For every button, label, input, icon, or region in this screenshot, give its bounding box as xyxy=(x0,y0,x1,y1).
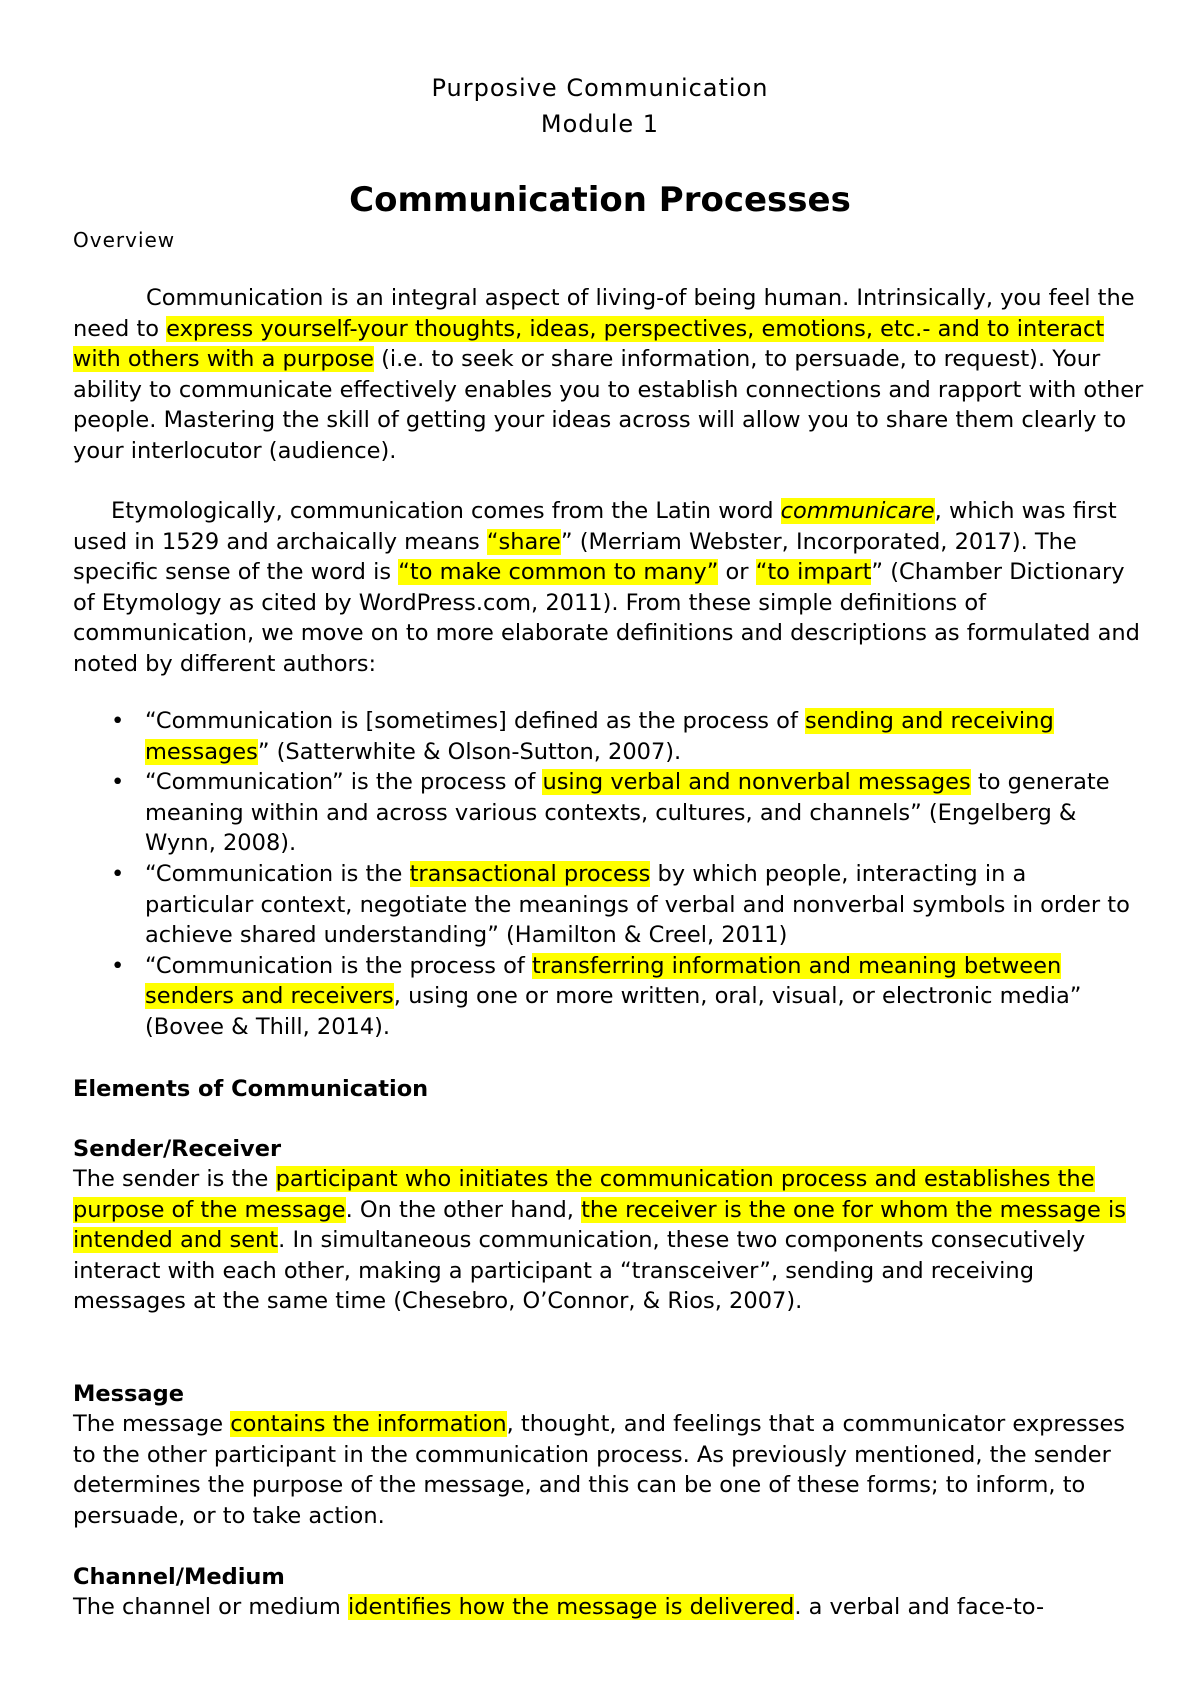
highlight: transferring information and meaning between senders and receivers xyxy=(145,952,1062,1010)
definitions-list xyxy=(73,706,1133,1043)
sender-receiver-paragraph xyxy=(73,1164,1153,1317)
text-run: . On the other hand, xyxy=(345,1196,582,1223)
module-label: Module 1 xyxy=(540,110,660,138)
list-item xyxy=(73,706,1133,767)
highlight: identifies how the message is delivered xyxy=(347,1594,795,1620)
page-title: Communication Processes xyxy=(349,180,851,220)
subheading-sender-receiver: Sender/Receiver xyxy=(73,1136,282,1162)
overview-label: Overview xyxy=(73,228,176,252)
overview-paragraph-2 xyxy=(73,496,1153,680)
text-run: (i.e. to seek or share information, to persuade, to request). Your ability to communicate effectively enables you to establish connections and rapport with other people. Mastering the skill of getting your ideas across will allow you to share them clearly to your interlocutor (audience). xyxy=(73,346,1144,464)
bullet-icon: • xyxy=(111,952,125,979)
bullet-icon: • xyxy=(111,769,125,796)
overview-paragraph-1 xyxy=(73,283,1153,467)
highlight: transactional process xyxy=(409,860,651,887)
message-paragraph xyxy=(73,1409,1153,1531)
text-run: “Communication” is the process of xyxy=(145,769,543,796)
text-run: The message xyxy=(73,1411,231,1437)
highlight: using verbal and nonverbal messages xyxy=(542,769,971,796)
subheading-message: Message xyxy=(73,1381,184,1407)
channel-paragraph xyxy=(73,1592,1153,1623)
text-run: , which was first used in 1529 and archaically means xyxy=(73,498,1117,555)
section-heading-elements: Elements of Communication xyxy=(73,1076,429,1102)
list-item xyxy=(73,859,1133,951)
text-run: . a verbal and face-to- xyxy=(794,1594,1045,1620)
text-run: The sender is the xyxy=(73,1166,276,1192)
text-run: ” (Merriam Webster, Incorporated, 2017). The specific sense of the word is xyxy=(73,528,1077,586)
text-run: The channel or medium xyxy=(73,1594,348,1620)
text-run: , using one or more written, oral, visual, or electronic media” (Bovee & Thill, 2014). xyxy=(145,983,1082,1040)
highlight: the receiver is the one for whom the message is intended and sent xyxy=(73,1196,1126,1254)
bullet-icon: • xyxy=(111,860,125,887)
list-item xyxy=(73,767,1133,859)
course-title: Purposive Communication xyxy=(431,74,769,102)
highlight: “to impart xyxy=(755,559,872,586)
list-item xyxy=(73,951,1133,1043)
highlight: express yourself-your thoughts, ideas, perspectives, emotions, etc.- and to interact with others with a purpose xyxy=(73,315,1105,373)
bullet-icon: • xyxy=(111,708,125,734)
text-run: “Communication is the xyxy=(145,860,410,887)
text-run: “Communication is [sometimes] defined as the process of xyxy=(145,708,806,734)
text-run: ” (Chamber Dictionary of Etymology as cited by WordPress.com, 2011). From these simple definitions of communication, we move on to more elaborate definitions and descriptions as formulated and noted by different authors: xyxy=(73,559,1140,677)
text-run: Communication is an integral aspect of living-of being human. Intrinsically, you feel the need to xyxy=(73,285,1135,342)
subheading-channel-medium: Channel/Medium xyxy=(73,1564,285,1590)
highlight: participant who initiates the communication process and establishes the purpose of the message xyxy=(73,1166,1095,1223)
text-run: ” (Satterwhite & Olson-Sutton, 2007). xyxy=(257,738,682,765)
text-run: . In simultaneous communication, these two components consecutively interact with each other, making a participant a “transceiver”, sending and receiving messages at the same time (Chesebro, O’Connor, & Rios, 2007). xyxy=(73,1227,1086,1315)
highlight: “to make common to many” xyxy=(398,559,719,586)
highlight: contains the information xyxy=(230,1411,507,1437)
highlight: communicare xyxy=(780,498,935,524)
text-run: , thought, and feelings that a communicator expresses to the other participant in the communication process. As previously mentioned, the sender determines the purpose of the message, and this can be one of these forms; to inform, to persuade, or to take action. xyxy=(73,1411,1126,1529)
text-run: or xyxy=(718,559,756,586)
text-run: Etymologically, communication comes from the Latin word xyxy=(111,498,781,524)
text-run: by which people, interacting in a particular context, negotiate the meanings of verbal and nonverbal symbols in order to achieve shared understanding” (Hamilton & Creel, 2011) xyxy=(145,860,1130,949)
highlight: “share xyxy=(486,528,561,555)
text-run: “Communication is the process of xyxy=(145,952,533,979)
text-run: to generate meaning within and across various contexts, cultures, and channels” (Engelberg & Wynn, 2008). xyxy=(145,769,1110,857)
highlight: sending and receiving messages xyxy=(145,708,1054,765)
